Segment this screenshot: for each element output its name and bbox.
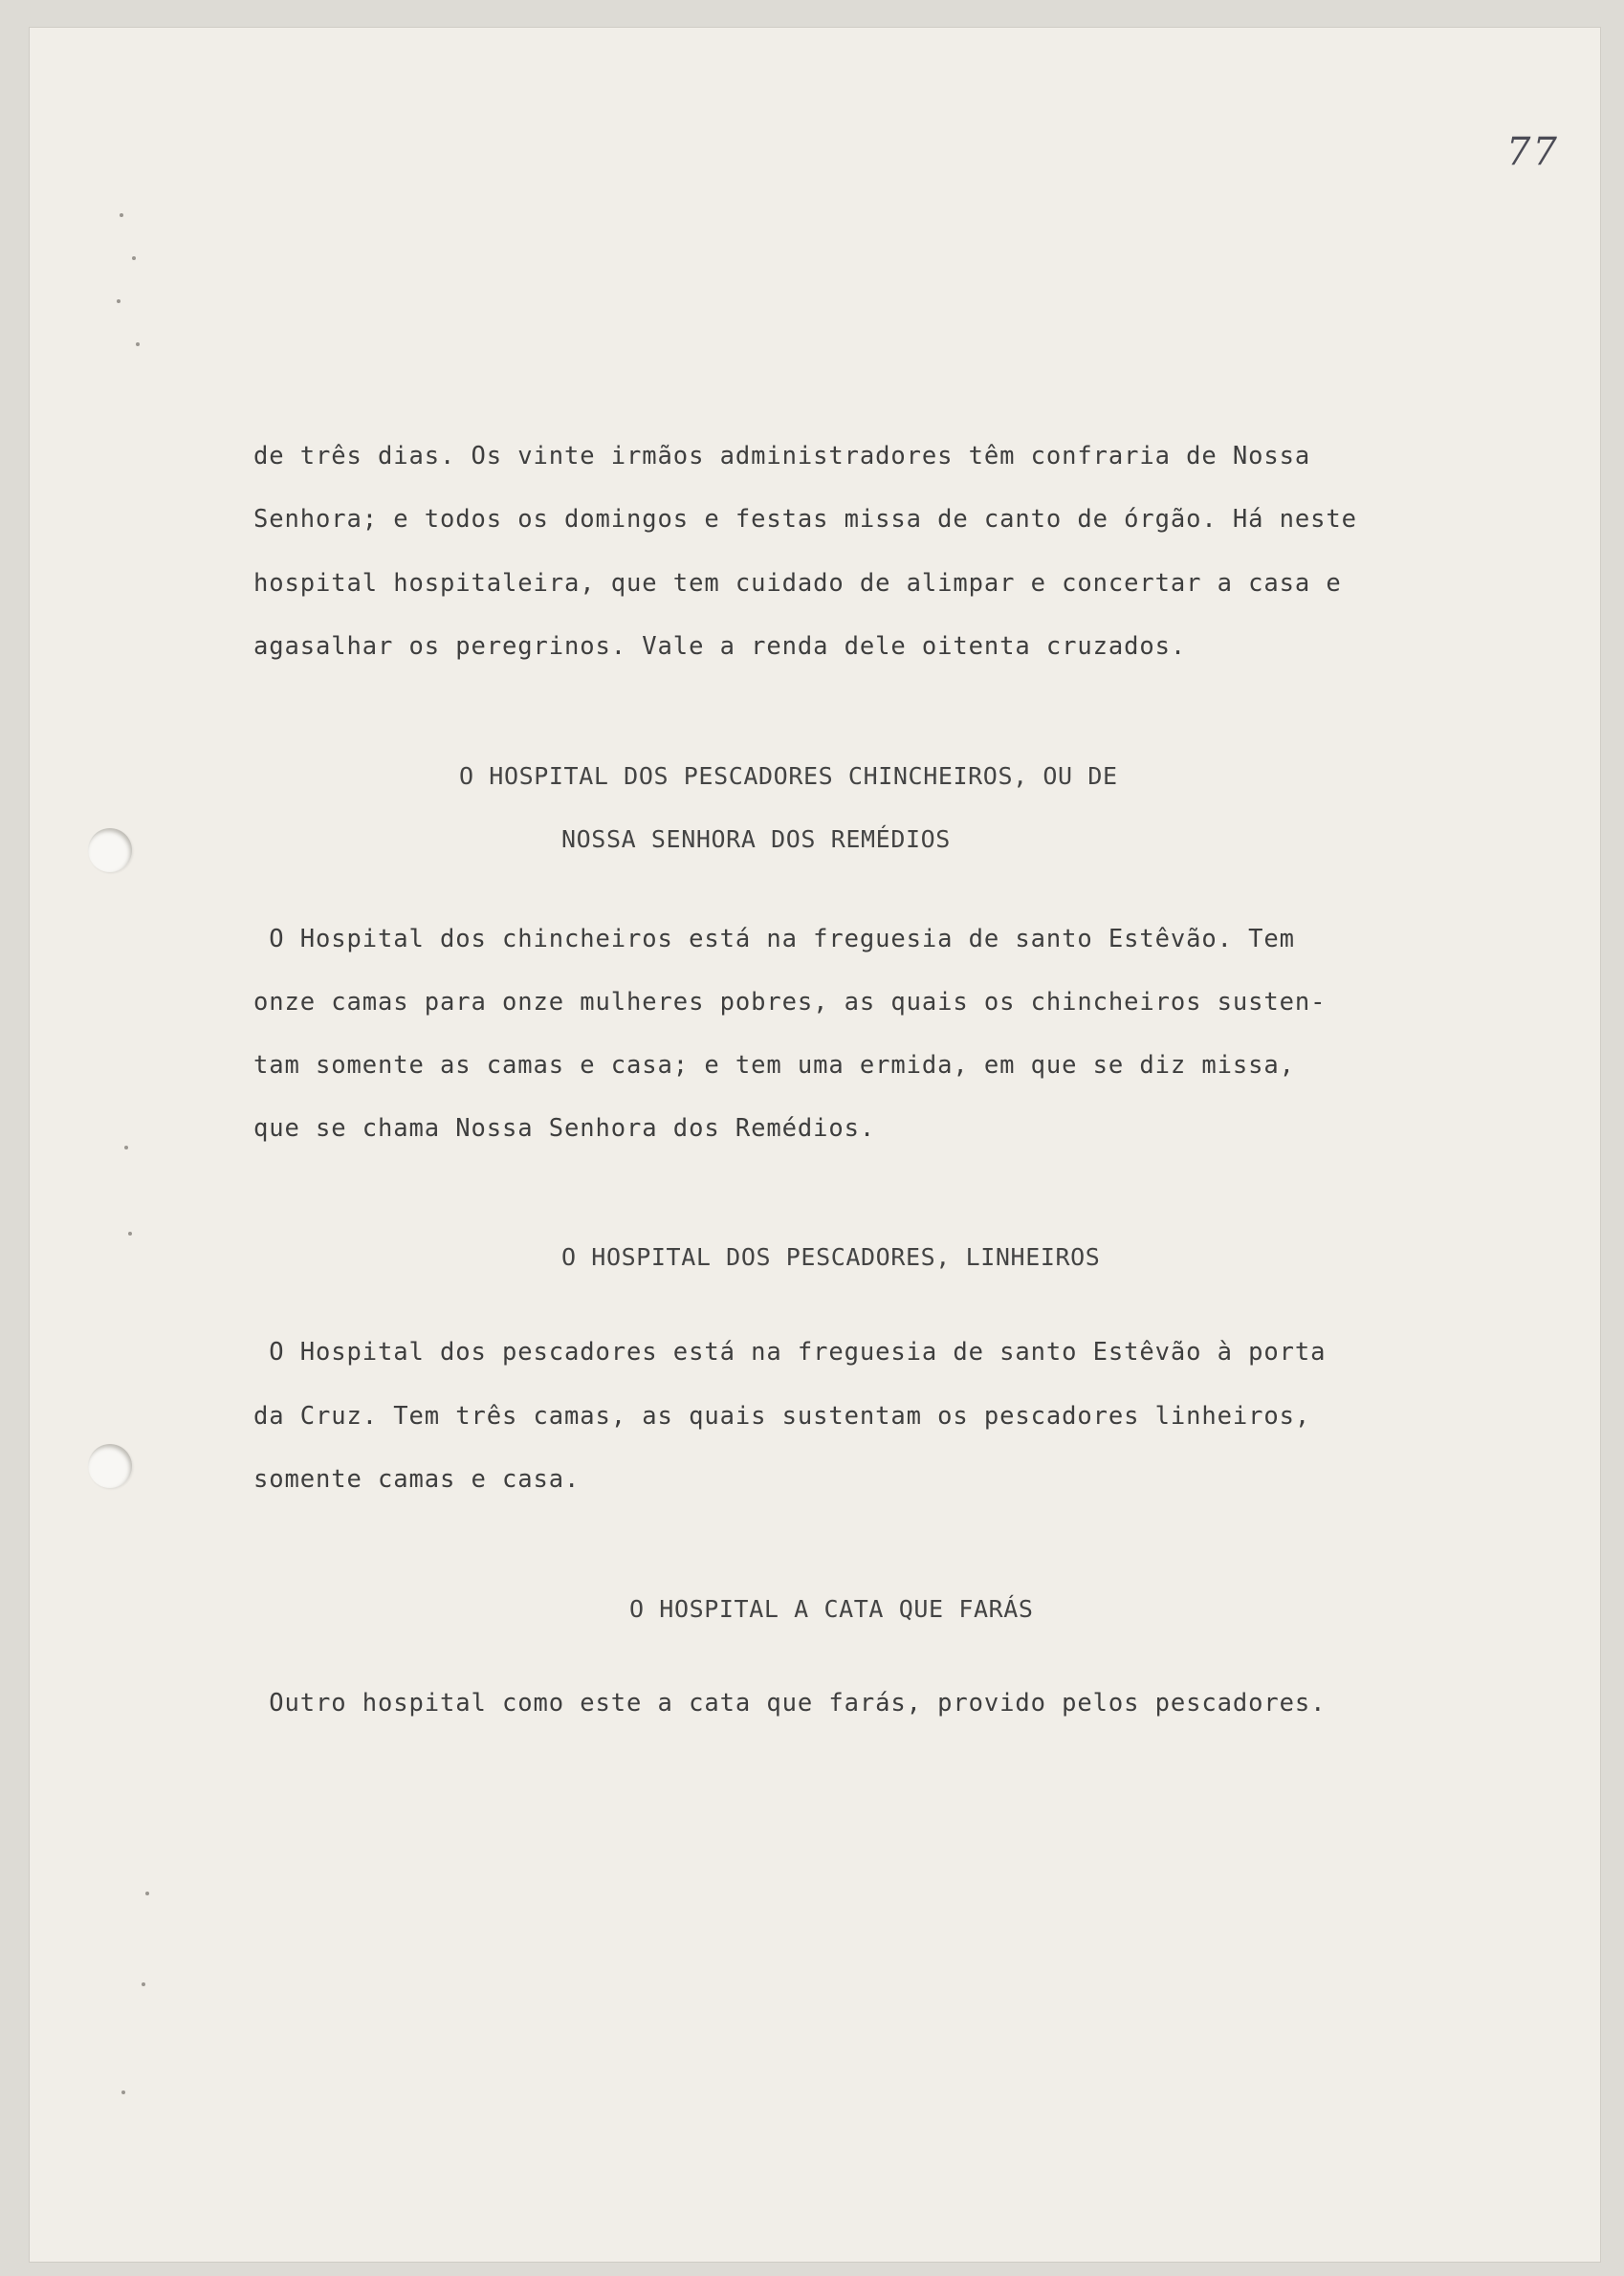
margin-speck xyxy=(145,1892,149,1895)
text-line: O Hospital dos chincheiros está na freguesia de santo Estêvão. Tem xyxy=(253,925,1295,953)
margin-speck xyxy=(124,1146,128,1149)
paper-sheet xyxy=(29,27,1601,2263)
text-line: hospital hospitaleira, que tem cuidado de alimpar e concertar a casa e xyxy=(253,569,1342,598)
page-number: 77 xyxy=(1506,130,1559,174)
section-title: O HOSPITAL DOS PESCADORES, LINHEIROS xyxy=(561,1243,1101,1271)
text-line: de três dias. Os vinte irmãos administradores têm confraria de Nossa xyxy=(253,442,1311,471)
section-title: O HOSPITAL DOS PESCADORES CHINCHEIROS, OU DE xyxy=(459,762,1118,790)
punch-hole-bottom xyxy=(88,1444,132,1488)
text-line: que se chama Nossa Senhora dos Remédios. xyxy=(253,1114,876,1143)
margin-speck xyxy=(136,342,140,346)
section-title: O HOSPITAL A CATA QUE FARÁS xyxy=(629,1595,1034,1623)
margin-speck xyxy=(121,2090,125,2094)
section-title: NOSSA SENHORA DOS REMÉDIOS xyxy=(561,825,951,853)
text-line: da Cruz. Tem três camas, as quais sustentam os pescadores linheiros, xyxy=(253,1402,1311,1431)
text-line: agasalhar os peregrinos. Vale a renda dele oitenta cruzados. xyxy=(253,632,1187,661)
margin-speck xyxy=(142,1982,145,1986)
margin-speck xyxy=(128,1232,132,1236)
punch-hole-top xyxy=(88,828,132,872)
text-line: somente camas e casa. xyxy=(253,1465,581,1494)
margin-speck xyxy=(120,213,123,217)
text-line: Outro hospital como este a cata que farás, provido pelos pescadores. xyxy=(253,1689,1327,1718)
text-line: O Hospital dos pescadores está na freguesia de santo Estêvão à porta xyxy=(253,1338,1327,1367)
margin-speck xyxy=(132,256,136,260)
text-line: tam somente as camas e casa; e tem uma ermida, em que se diz missa, xyxy=(253,1051,1295,1080)
margin-speck xyxy=(117,299,121,303)
text-line: onze camas para onze mulheres pobres, as quais os chincheiros susten- xyxy=(253,988,1327,1017)
text-line: Senhora; e todos os domingos e festas missa de canto de órgão. Há neste xyxy=(253,505,1357,534)
